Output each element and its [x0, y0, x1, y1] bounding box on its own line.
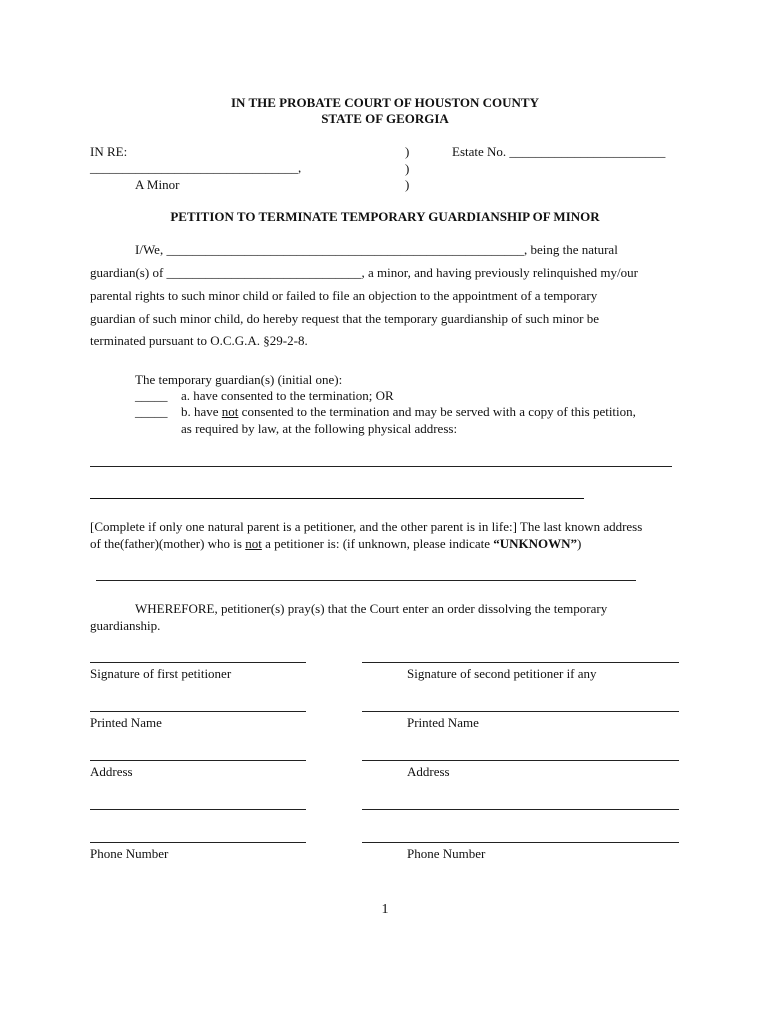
body-line-2-prefix: guardian(s) of	[90, 265, 164, 280]
body-line-4: guardian of such minor child, do hereby request that the temporary guardianship of such minor be	[90, 311, 600, 326]
phone2-label: Phone Number	[407, 846, 486, 861]
other-parent-address-line	[96, 580, 636, 581]
sig1-label: Signature of first petitioner	[90, 666, 232, 681]
caption-paren-1: )	[405, 144, 410, 159]
option-b-pre: b. have	[181, 404, 222, 419]
minor-name-blank-2: ______________________________	[166, 265, 362, 280]
estate-no-label: Estate No.	[452, 144, 507, 159]
address2-line-2	[362, 809, 679, 810]
phone2-line	[362, 842, 679, 843]
complete-not: not	[245, 536, 262, 551]
address1-line	[90, 760, 306, 761]
option-b-cont: as required by law, at the following physical address:	[181, 421, 458, 436]
body-line-1-prefix: I/We,	[135, 242, 164, 257]
address2-line	[362, 760, 679, 761]
minor-name-blank: ________________________________,	[90, 160, 302, 175]
option-b-post: consented to the termination and may be served with a copy of this petition,	[238, 404, 636, 419]
printed1-line	[90, 711, 306, 712]
complete-line-2-end: )	[577, 536, 582, 551]
option-a-text: a. have consented to the termination; OR	[181, 388, 394, 403]
estate-no-field	[452, 144, 665, 160]
phone1-line	[90, 842, 306, 843]
court-name: IN THE PROBATE COURT OF HOUSTON COUNTY	[231, 95, 539, 110]
printed2-line	[362, 711, 679, 712]
wherefore-line-1: WHEREFORE, petitioner(s) pray(s) that the Court enter an order dissolving the temporary	[135, 601, 608, 616]
petition-title: PETITION TO TERMINATE TEMPORARY GUARDIANSHIP OF MINOR	[170, 209, 600, 224]
option-b-text	[181, 404, 636, 420]
printed1-label: Printed Name	[90, 715, 162, 730]
complete-line-2	[90, 536, 581, 552]
sig2-line	[362, 662, 679, 663]
body-line-5: terminated pursuant to O.C.G.A. §29-2-8.	[90, 333, 308, 348]
complete-line-2-mid: a petitioner is: (if unknown, please indicate	[261, 536, 494, 551]
estate-no-blank: ________________________	[509, 144, 666, 159]
address-line-2	[90, 498, 584, 499]
option-b-not: not	[221, 404, 239, 419]
address1-line-2	[90, 809, 306, 810]
address-line-1	[90, 466, 672, 467]
state-name: STATE OF GEORGIA	[321, 111, 449, 126]
a-minor-label: A Minor	[135, 177, 180, 192]
unknown-label: “UNKNOWN”	[493, 536, 578, 551]
body-line-3: parental rights to such minor child or failed to file an objection to the appointment of a temporary	[90, 288, 598, 303]
body-line-2	[90, 265, 638, 281]
body-line-1	[135, 242, 618, 258]
body-line-2-suffix: , a minor, and having previously relinquished my/our	[361, 265, 638, 280]
address2-label: Address	[407, 764, 450, 779]
in-re-label: IN RE:	[90, 144, 128, 159]
caption-paren-2: )	[405, 161, 410, 176]
option-b-blank: _____	[135, 404, 168, 419]
petitioner-name-blank: _______________________________________________________	[166, 242, 524, 257]
wherefore-line-2: guardianship.	[90, 618, 161, 633]
sig2-label: Signature of second petitioner if any	[407, 666, 597, 681]
page-number: 1	[381, 902, 389, 917]
body-line-1-suffix: , being the natural	[523, 242, 618, 257]
phone1-label: Phone Number	[90, 846, 169, 861]
caption-paren-3: )	[405, 177, 410, 192]
sig1-line	[90, 662, 306, 663]
option-a-blank: _____	[135, 388, 168, 403]
address1-label: Address	[90, 764, 133, 779]
complete-line-2-pre: of the(father)(mother) who is	[90, 536, 246, 551]
complete-line-1: [Complete if only one natural parent is a petitioner, and the other parent is in life:] The last known address	[90, 519, 643, 534]
printed2-label: Printed Name	[407, 715, 479, 730]
options-intro: The temporary guardian(s) (initial one):	[135, 372, 343, 387]
